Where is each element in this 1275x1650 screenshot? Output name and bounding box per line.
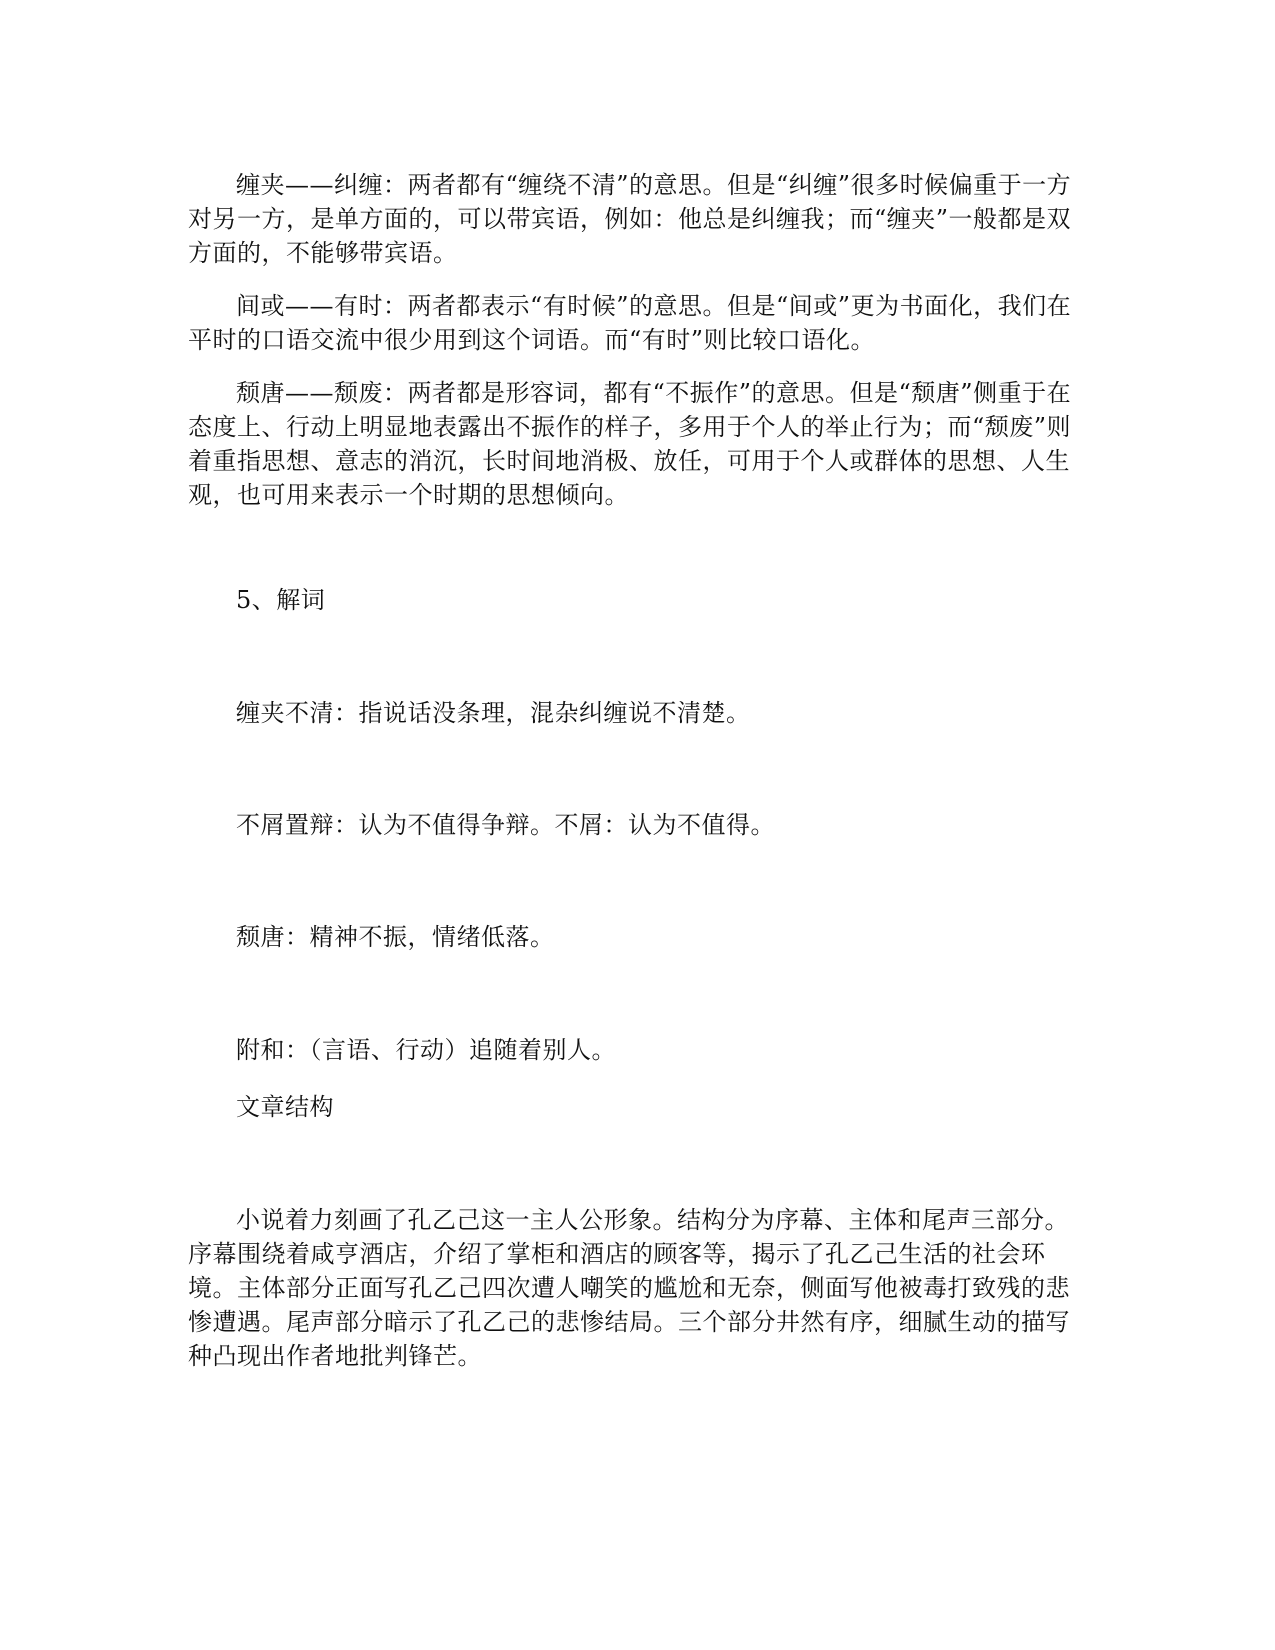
- definition-tuitang: 颓唐：精神不振，情绪低落。: [236, 923, 555, 951]
- definition-chanjia-buqing: 缠夹不清：指说话没条理，混杂纠缠说不清楚。: [236, 699, 751, 727]
- definition-fuhe: 附和：（言语、行动）追随着别人。: [236, 1036, 616, 1064]
- section-heading-article-structure: 文章结构: [236, 1093, 334, 1121]
- section-heading-word-explanation: 5、解词: [236, 586, 326, 614]
- paragraph-jianhuo-youshi: 间或——有时：两者都表示“有时候”的意思。但是“间或”更为书面化，我们在平时的口语交流中很少用到这个词语。而“有时”则比较口语化。: [188, 292, 1072, 354]
- paragraph-chanjia-jiuchan: 缠夹——纠缠：两者都有“缠绕不清”的意思。但是“纠缠”很多时候偏重于一方对另一方，是单方面的，可以带宾语，例如：他总是纠缠我；而“缠夹”一般都是双方面的，不能够带宾语。: [188, 171, 1072, 267]
- paragraph-article-structure: 小说着力刻画了孔乙己这一主人公形象。结构分为序幕、主体和尾声三部分。序幕围绕着咸亨酒店，介绍了掌柜和酒店的顾客等，揭示了孔乙己生活的社会环境。主体部分正面写孔乙己四次遭人嘲笑的尴尬和无奈，侧面写他被毒打致残的悲惨遭遇。尾声部分暗示了孔乙己的悲惨结局。三个部分井然有序，细腻生动的描写种凸现出作者地批判锋芒。: [188, 1206, 1070, 1370]
- paragraph-tuitang-tuifei: 颓唐——颓废：两者都是形容词，都有“不振作”的意思。但是“颓唐”侧重于在态度上、行动上明显地表露出不振作的样子，多用于个人的举止行为；而“颓废”则着重指思想、意志的消沉，长时间地消极、放任，可用于个人或群体的思想、人生观，也可用来表示一个时期的思想倾向。: [188, 379, 1072, 509]
- definition-buxie-zhibian: 不屑置辩：认为不值得争辩。不屑：认为不值得。: [236, 811, 775, 839]
